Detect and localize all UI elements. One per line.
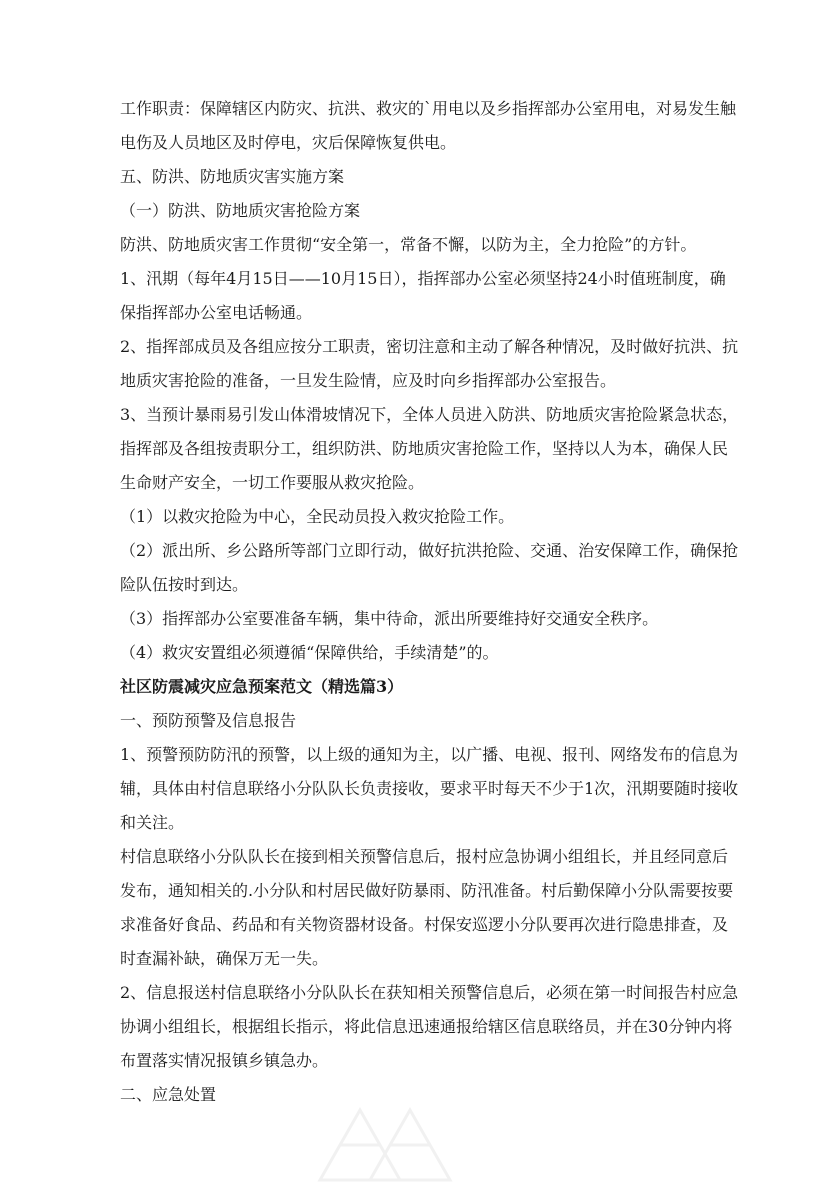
paragraph-report: 2、信息报送村信息联络小分队队长在获知相关预警信息后，必须在第一时间报告村应急协调小组组长，根据组长指示，将此信息迅速通报给辖区信息联络员，并在30分钟内将布置落实情况报镇乡镇急办。 [120, 983, 739, 1070]
paragraph-liaison: 村信息联络小分队队长在接到相关预警信息后，报村应急协调小组组长，并且经同意后发布，通知相关的.小分队和村居民做好防暴雨、防汛准备。村后勤保障小分队需要按要求准备好食品、药品和有关物资器材设备。村保安巡逻小分队要再次进行隐患排查，及时查漏补缺，确保万无一失。 [120, 847, 734, 968]
subsection-heading-1: （一）防洪、防地质灾害抢险方案 [120, 201, 361, 220]
paragraph-sub-1: （1）以救灾抢险为中心，全民动员投入救灾抢险工作。 [120, 507, 515, 526]
section-heading-emergency: 二、应急处置 [120, 1085, 217, 1104]
section-heading-5: 五、防洪、防地质灾害实施方案 [120, 167, 345, 186]
article-title: 社区防震减灾应急预案范文（精选篇3） [120, 677, 404, 696]
paragraph-sub-3: （3）指挥部办公室要准备车辆，集中待命，派出所要维持好交通安全秩序。 [120, 609, 659, 628]
paragraph-warning: 1、预警预防防汛的预警，以上级的通知为主，以广播、电视、报刊、网络发布的信息为辅，具体由村信息联络小分队队长负责接收，要求平时每天不少于1次，汛期要随时接收和关注。 [120, 745, 739, 832]
paragraph-item-1: 1、汛期（每年4月15日——10月15日），指挥部办公室必须坚持24小时值班制度，确保指挥部办公室电话畅通。 [120, 269, 726, 322]
paragraph-sub-4: （4）救灾安置组必须遵循“保障供给，手续清楚”的。 [120, 643, 499, 662]
paragraph-item-3: 3、当预计暴雨易引发山体滑坡情况下，全体人员进入防洪、防地质灾害抢险紧急状态，指挥部及各组按责职分工，组织防洪、防地质灾害抢险工作，坚持以人为本，确保人民生命财产安全，一切工作要服从救灾抢险。 [120, 405, 739, 492]
paragraph-item-2: 2、指挥部成员及各组应按分工职责，密切注意和主动了解各种情况，及时做好抗洪、抗地质灾害抢险的准备，一旦发生险情，应及时向乡指挥部办公室报告。 [120, 337, 739, 390]
paragraph-sub-2: （2）派出所、乡公路所等部门立即行动，做好抗洪抢险、交通、治安保障工作，确保抢险队伍按时到达。 [120, 541, 739, 594]
watermark-logo [300, 1070, 470, 1190]
section-heading-prevention: 一、预防预警及信息报告 [120, 711, 297, 730]
paragraph-policy: 防洪、防地质灾害工作贯彻“安全第一，常备不懈，以防为主，全力抢险”的方针。 [120, 235, 697, 254]
paragraph-work-duty: 工作职责：保障辖区内防灾、抗洪、救灾的`用电以及乡指挥部办公室用电，对易发生触电伤及人员地区及时停电，灾后保障恢复供电。 [120, 99, 737, 152]
